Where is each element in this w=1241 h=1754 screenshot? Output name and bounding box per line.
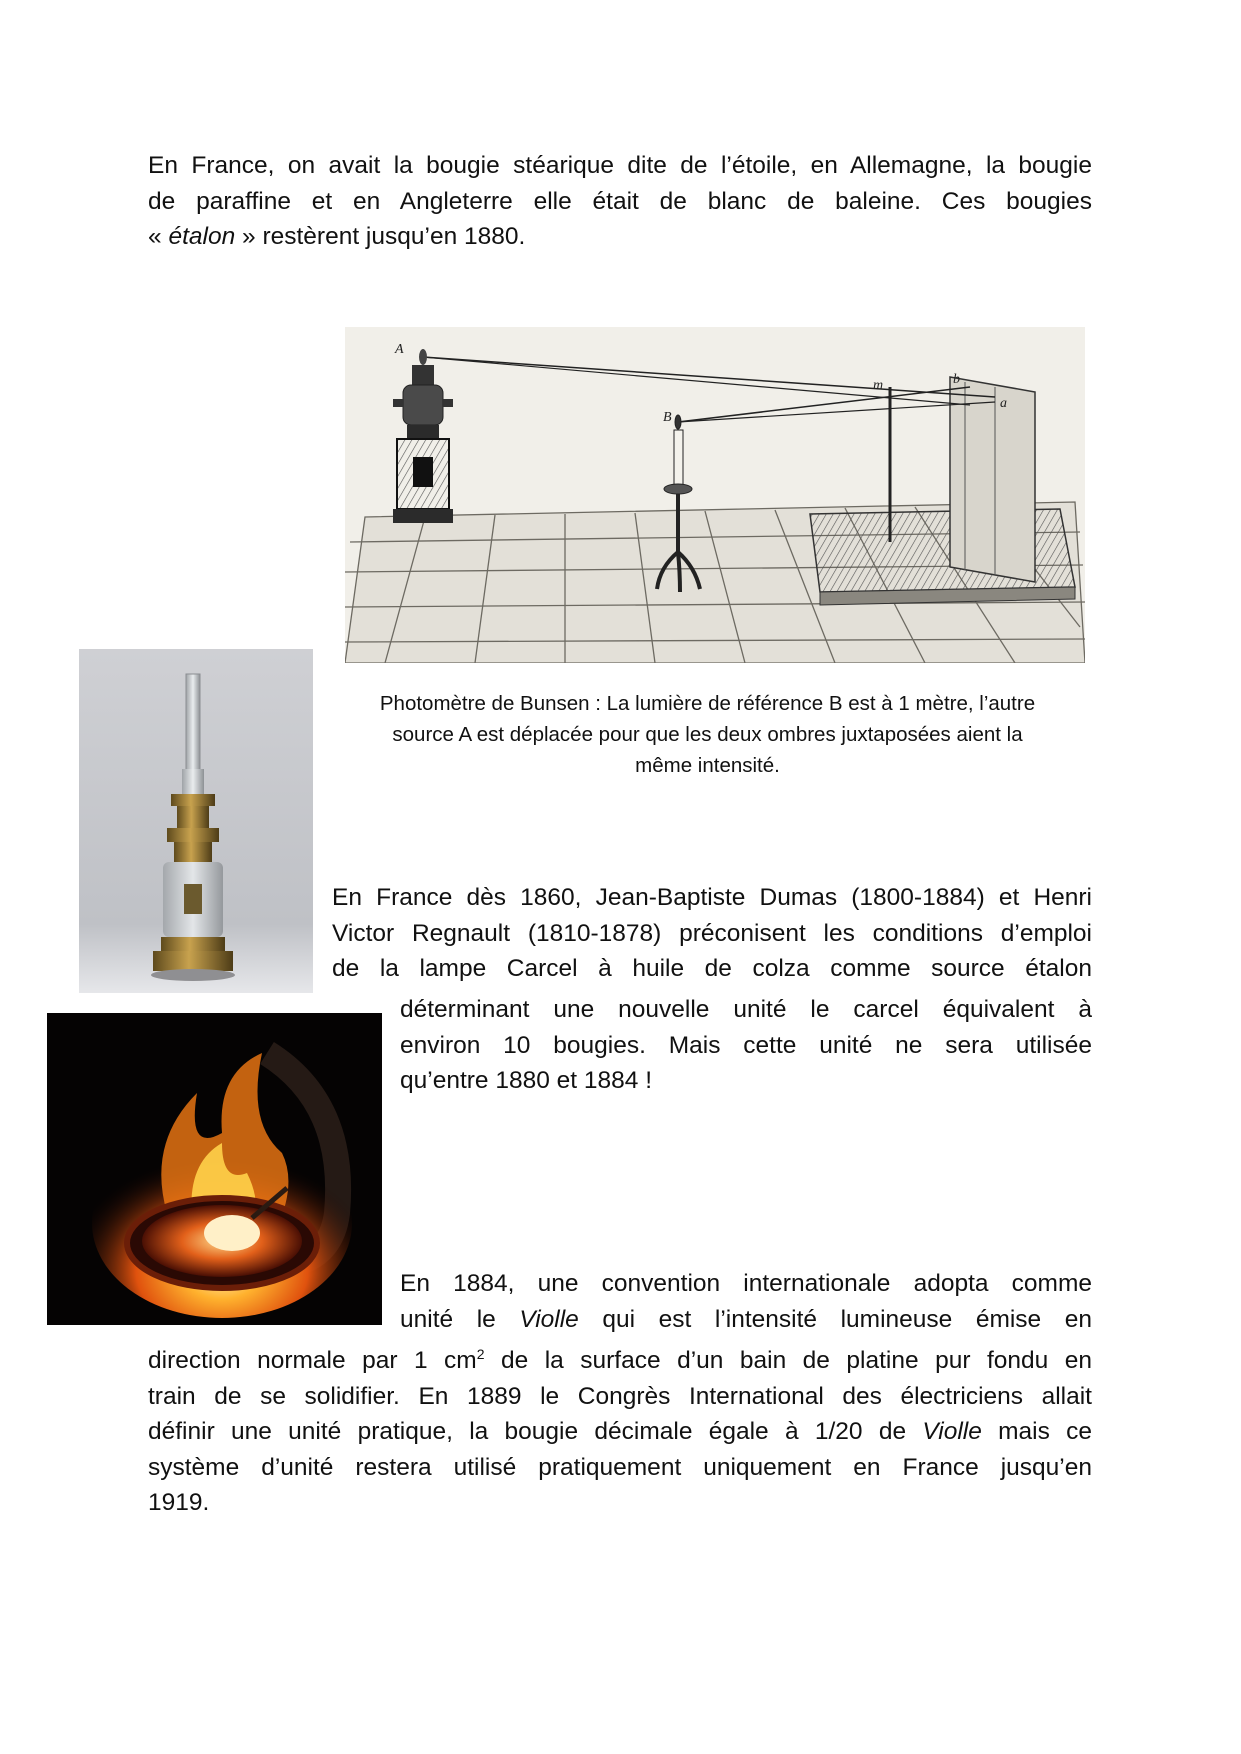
- text-line: Victor Regnault (1810-1878) préconisent les conditions d’emploi: [332, 919, 1092, 947]
- text-line: train de se solidifier. En 1889 le Congrès International des électriciens allait: [148, 1382, 1092, 1410]
- etalon-emphasis: étalon: [168, 223, 236, 250]
- label-a: A: [395, 342, 404, 357]
- text-line: En France dès 1860, Jean-Baptiste Dumas (1800-1884) et Henri: [332, 884, 1092, 911]
- violle-emphasis: Violle: [922, 1418, 982, 1446]
- molten-platinum-image: [47, 1013, 382, 1325]
- paragraph-carcel: [332, 880, 1092, 987]
- text-line: qu’entre 1880 et 1884 !: [400, 1067, 653, 1094]
- text-line: environ 10 bougies. Mais cette unité ne sera utilisée: [400, 1031, 1092, 1059]
- text-fragment: direction normale par 1 cm: [148, 1347, 477, 1375]
- paragraph-carcel-continued: [400, 992, 1092, 1099]
- text-line: [148, 219, 1092, 255]
- text-line: [148, 1414, 1092, 1450]
- text-line: [400, 1302, 1092, 1338]
- violle-emphasis: Violle: [519, 1305, 579, 1333]
- text-line: déterminant une nouvelle unité le carcel équivalent à: [400, 996, 1092, 1023]
- paragraph-candles: [148, 148, 1092, 255]
- text-line: En 1884, une convention internationale adopta comme: [400, 1270, 1092, 1297]
- text-line: de la lampe Carcel à huile de colza comme source étalon: [332, 955, 1092, 982]
- text-fragment: qui est l’intensité lumineuse émise en: [578, 1305, 1092, 1333]
- text-fragment: mais ce: [981, 1418, 1093, 1446]
- text-line: système d’unité restera utilisé pratiquement uniquement en France jusqu’en: [148, 1453, 1092, 1481]
- superscript: 2: [476, 1346, 485, 1362]
- carcel-lamp-image: [79, 649, 313, 993]
- text-line: de paraffine et en Angleterre elle était de blanc de baleine. Ces bougies: [148, 187, 1092, 215]
- caption-line: source A est déplacée pour que les deux ombres juxtaposées aient la: [392, 723, 1023, 746]
- label-b: B: [663, 410, 672, 425]
- text-line: 1919.: [148, 1489, 210, 1517]
- text-fragment: de la surface d’un bain de platine pur fondu en: [484, 1347, 1092, 1375]
- text-line: En France, on avait la bougie stéarique dite de l’étoile, en Allemagne, la bougie: [148, 152, 1092, 179]
- text-fragment: «: [148, 223, 169, 250]
- label-a-screen: a: [1000, 396, 1007, 411]
- bunsen-photometer-image: [345, 327, 1085, 663]
- text-fragment: unité le: [400, 1305, 520, 1333]
- caption-line: Photomètre de Bunsen : La lumière de référence B est à 1 mètre, l’autre: [379, 692, 1036, 715]
- label-m: m: [873, 378, 884, 393]
- caption-line: même intensité.: [635, 754, 780, 777]
- paragraph-violle-intro: [400, 1266, 1092, 1337]
- text-fragment: » restèrent jusqu’en 1880.: [235, 223, 526, 250]
- text-line: [148, 1337, 1092, 1379]
- label-b-screen: b: [953, 372, 960, 387]
- text-fragment: définir une unité pratique, la bougie décimale égale à 1/20 de: [148, 1418, 923, 1446]
- paragraph-violle: [148, 1337, 1092, 1521]
- photometer-caption: [335, 688, 1080, 781]
